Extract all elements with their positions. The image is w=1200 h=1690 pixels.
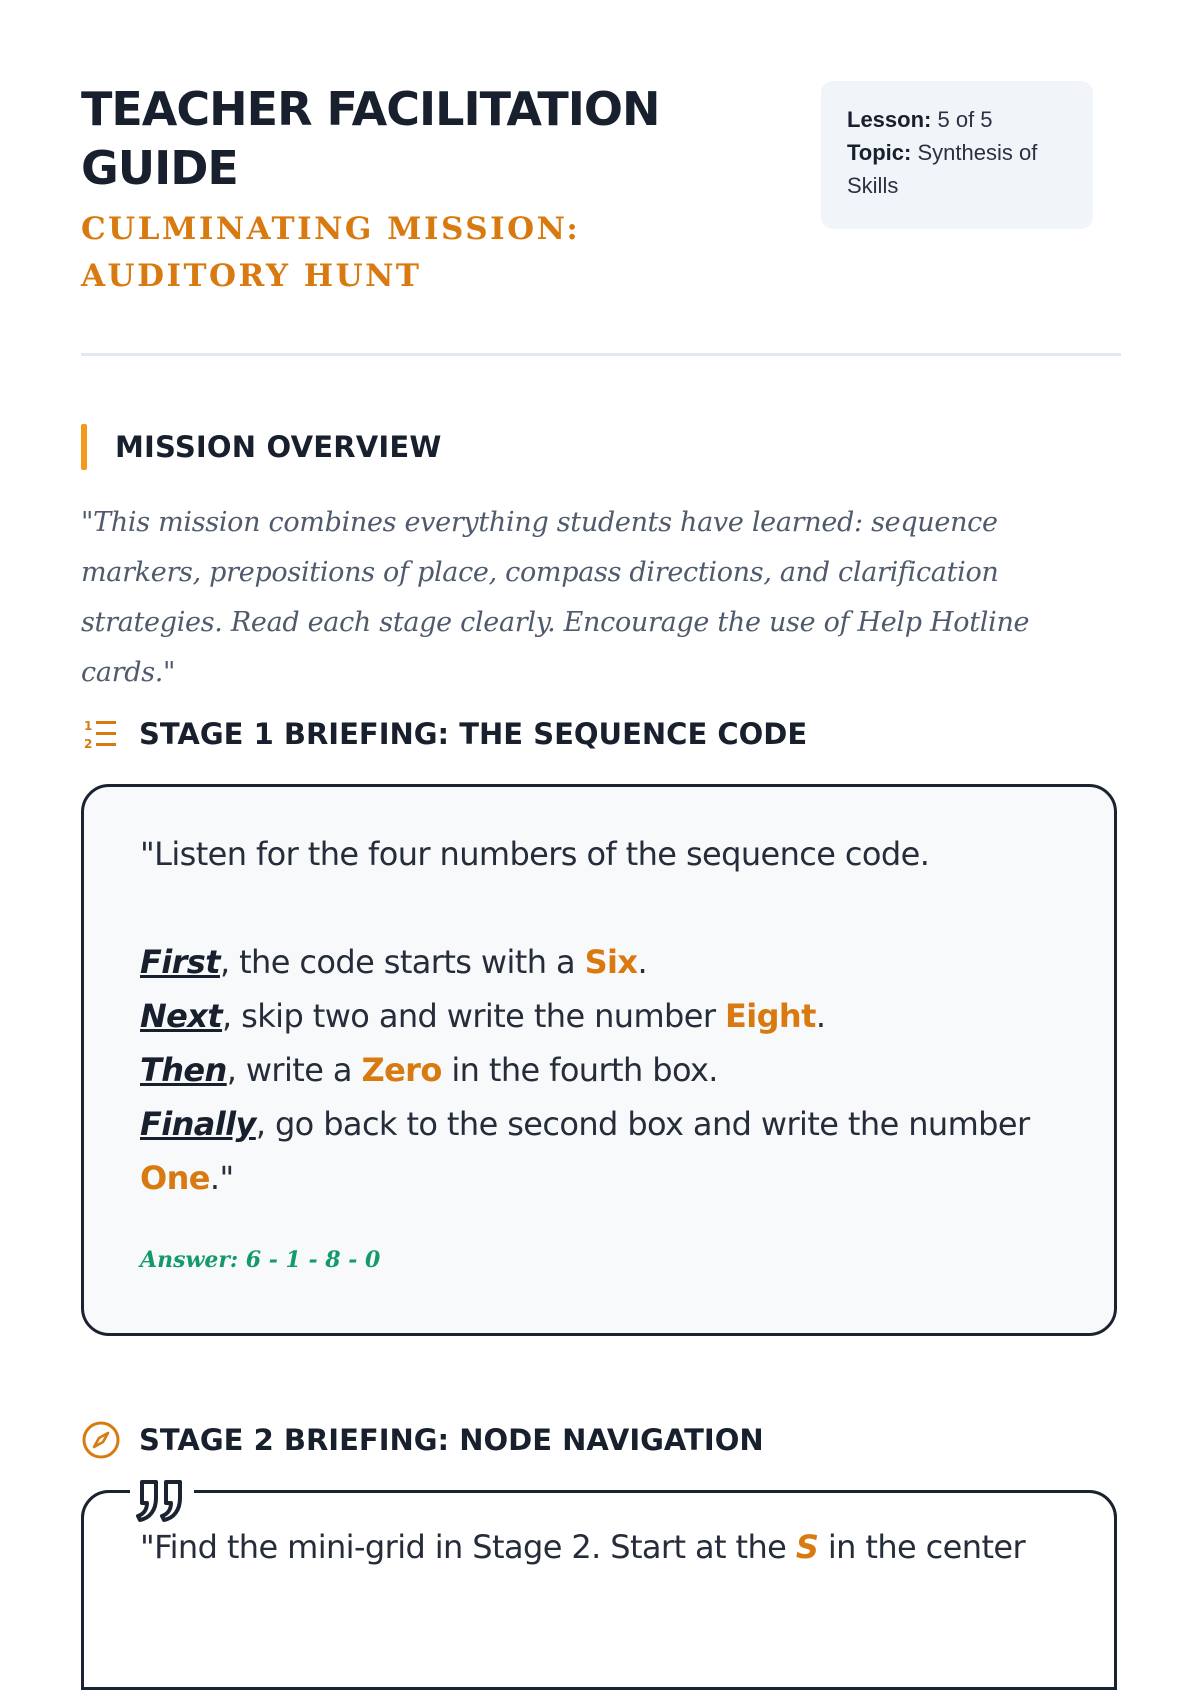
- stage1-line: Finally, go back to the second box and write the number One.": [140, 1105, 1030, 1197]
- svg-text:2: 2: [84, 737, 93, 751]
- topic-value: Synthesis of Skills: [847, 140, 1038, 198]
- lesson-meta-card: [821, 81, 1093, 229]
- stage2-script-text: "Find the mini-grid in Stage 2. Start at the S in the center: [140, 1528, 1026, 1566]
- topic-label: Topic:: [847, 140, 912, 165]
- stage1-heading-row: [81, 712, 807, 756]
- stage2-heading: STAGE 2 BRIEFING: NODE NAVIGATION: [139, 1423, 764, 1457]
- stage1-script-card: [81, 784, 1117, 1336]
- stage2-script-card: [81, 1490, 1117, 1690]
- accent-bar: [81, 424, 87, 470]
- overview-text: "This mission combines everything students have learned: sequence markers, prepositions of place, compass directions, and clarification strategies. Read each stage clearly. Encourage the use of Help Hotline cards.": [81, 507, 1030, 688]
- stage2-heading-row: [81, 1418, 764, 1462]
- stage1-intro: "Listen for the four numbers of the sequence code.: [140, 835, 930, 873]
- stage1-line: Then, write a Zero in the fourth box.: [140, 1051, 718, 1089]
- header-divider: [81, 353, 1121, 356]
- overview-heading: MISSION OVERVIEW: [115, 430, 442, 464]
- page-subtitle: CULMINATING MISSION: AUDITORY HUNT: [81, 211, 581, 294]
- numbered-list-icon: [81, 714, 121, 754]
- stage1-lines: [140, 935, 1060, 1205]
- lesson-row: [847, 103, 1093, 136]
- svg-text:1: 1: [84, 719, 93, 733]
- stage1-line: Next, skip two and write the number Eight.: [140, 997, 826, 1035]
- stage1-heading: STAGE 1 BRIEFING: THE SEQUENCE CODE: [139, 717, 808, 751]
- lesson-label: Lesson:: [847, 107, 932, 132]
- topic-row: [847, 136, 1093, 202]
- overview-heading-row: [81, 424, 442, 470]
- card-border-right: [194, 1490, 1117, 1523]
- page-title: TEACHER FACILITATION GUIDE: [81, 82, 660, 195]
- stage1-line: First, the code starts with a Six.: [140, 943, 648, 981]
- guide-page: [81, 0, 1121, 1600]
- compass-icon: [81, 1420, 121, 1460]
- stage1-answer: Answer: 6 - 1 - 8 - 0: [140, 1247, 381, 1273]
- lesson-value: 5 of 5: [937, 107, 993, 132]
- quote-icon: [134, 1462, 190, 1522]
- card-border-left: [81, 1490, 130, 1523]
